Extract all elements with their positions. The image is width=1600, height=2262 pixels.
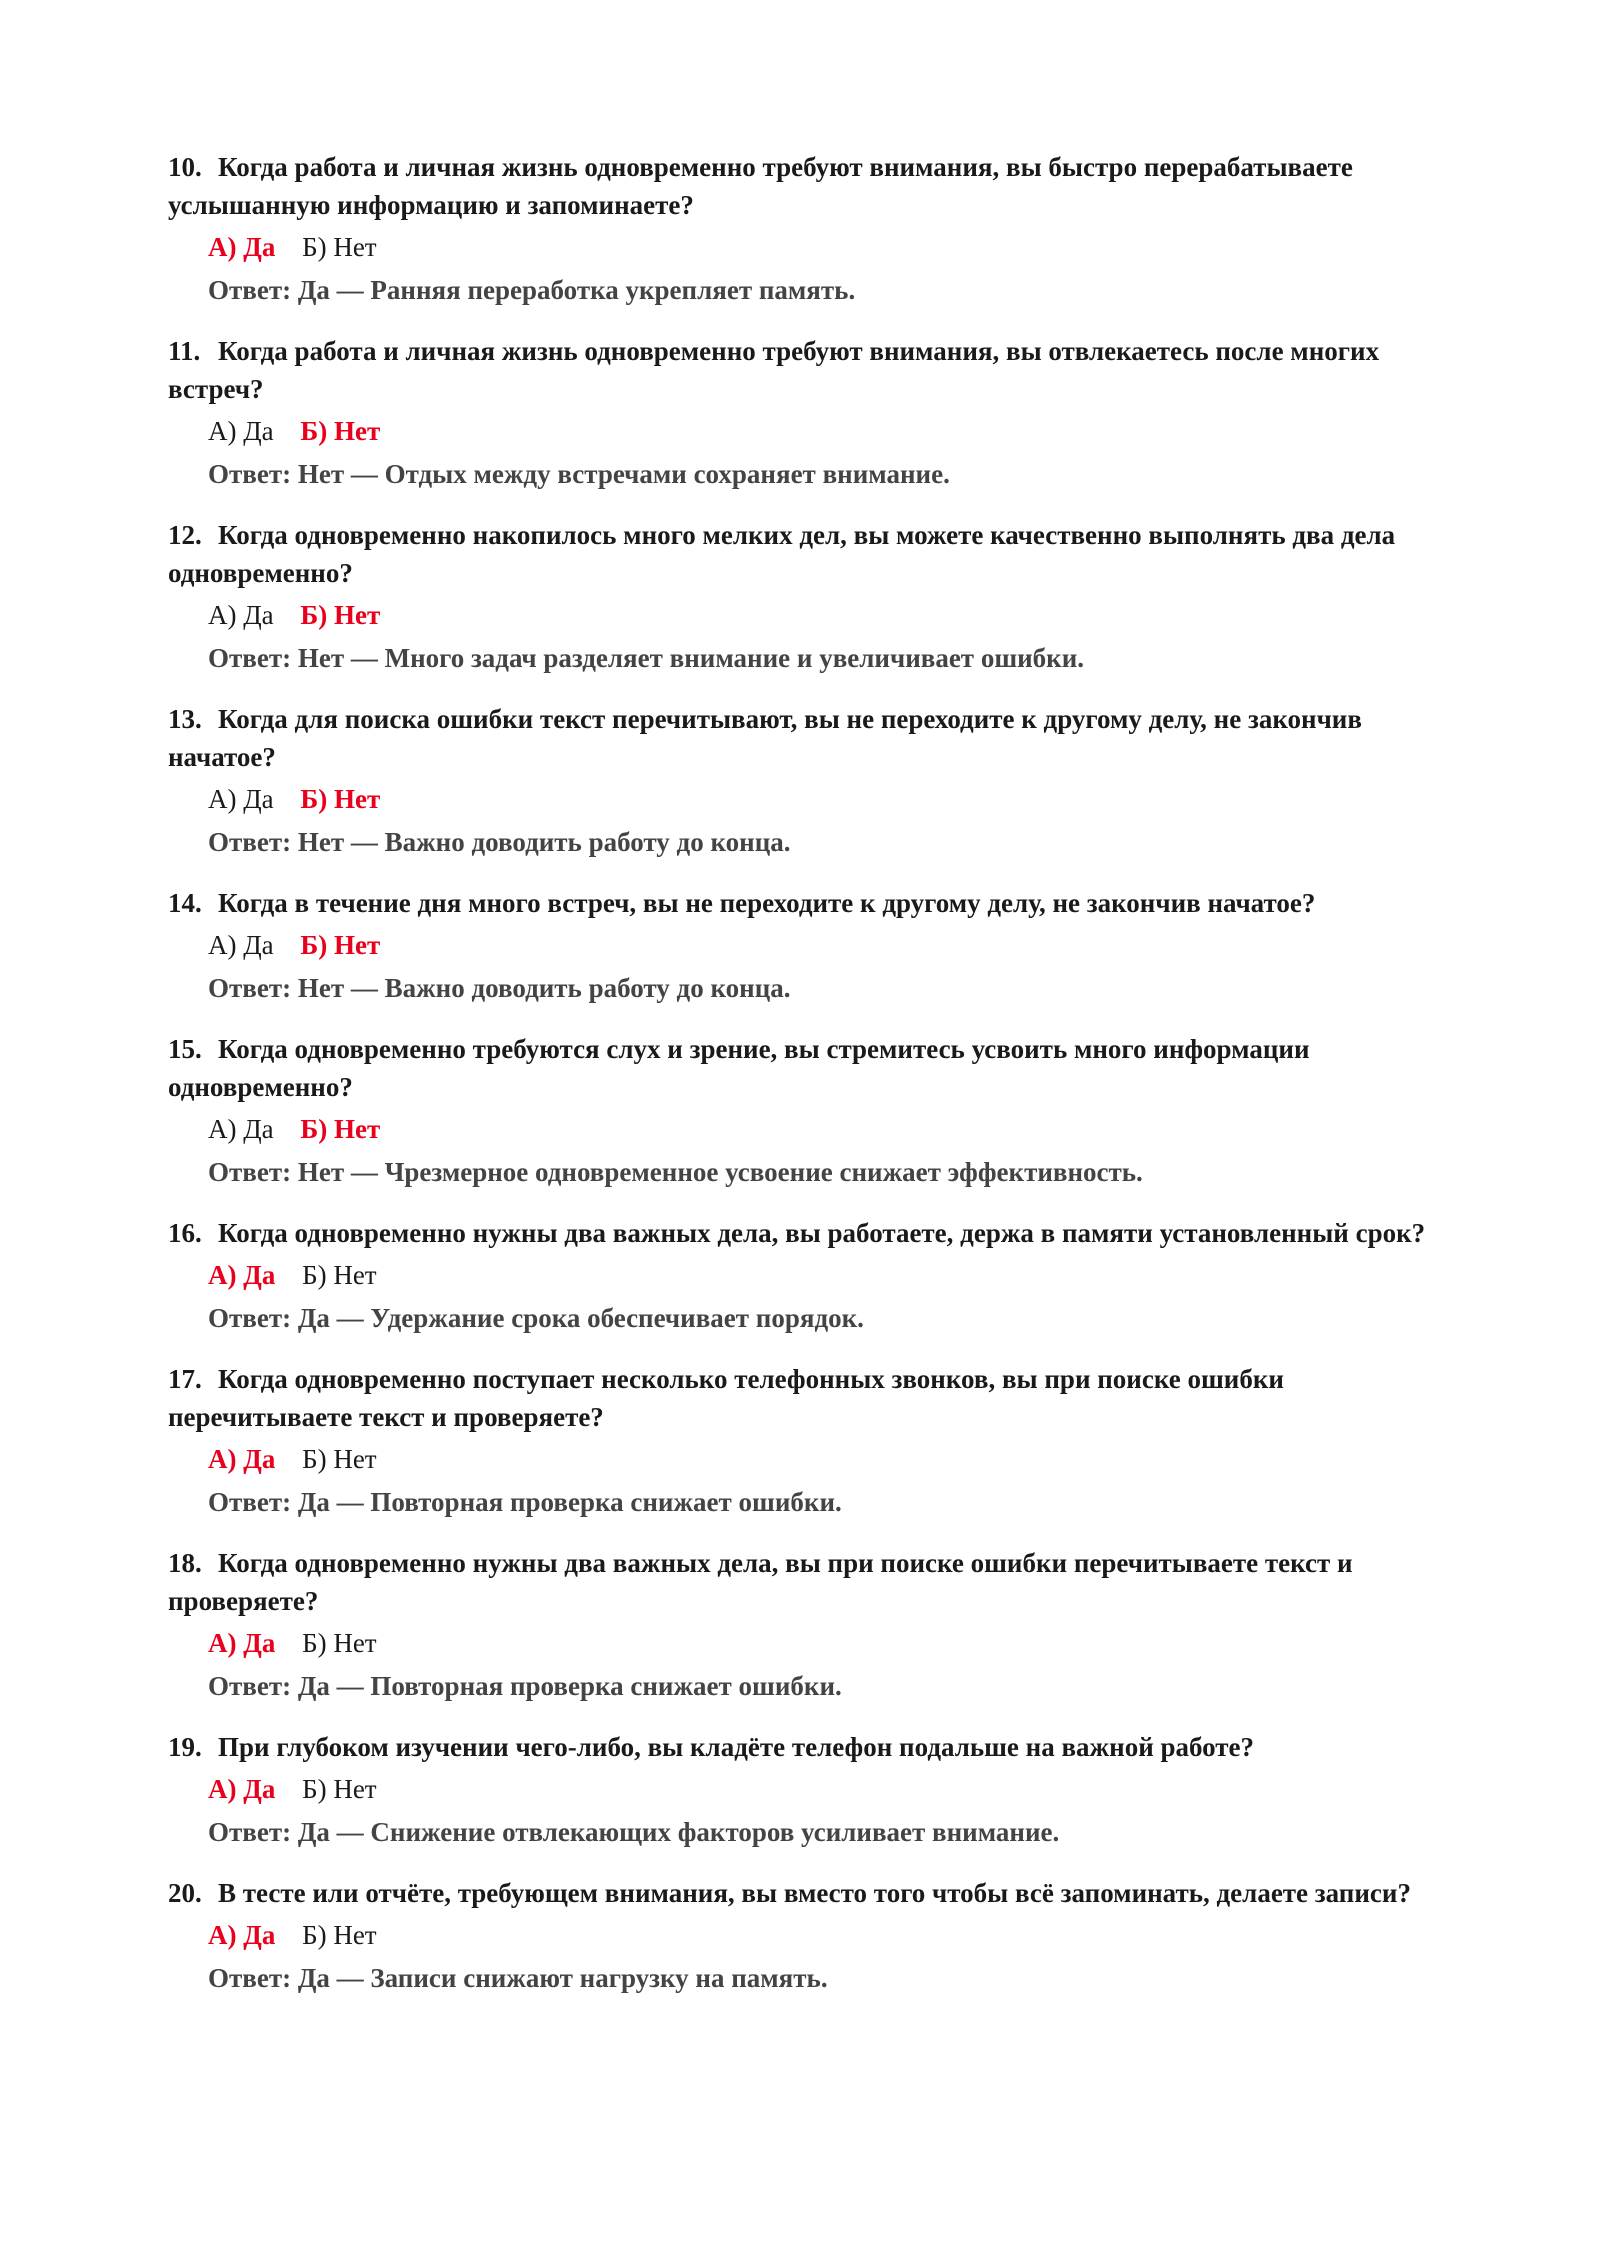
answer-options xyxy=(208,926,1458,964)
option-a: А) Да xyxy=(208,1920,276,1950)
question-text xyxy=(168,1214,1458,1252)
answer-options xyxy=(208,412,1458,450)
answer-explanation: Ответ: Нет — Важно доводить работу до конца. xyxy=(208,827,791,857)
answer-options xyxy=(208,1256,1458,1294)
option-b: Б) Нет xyxy=(302,1774,377,1804)
question-number: 19. xyxy=(168,1732,202,1762)
question-18 xyxy=(168,1544,1458,1705)
answer-options xyxy=(208,596,1458,634)
option-a: А) Да xyxy=(208,930,274,960)
question-number: 15. xyxy=(168,1034,202,1064)
question-body: Когда одновременно нужны два важных дела, вы работаете, держа в памяти установленный срок? xyxy=(218,1218,1426,1248)
question-list xyxy=(168,148,1458,2020)
question-number: 17. xyxy=(168,1364,202,1394)
question-13 xyxy=(168,700,1458,861)
question-19 xyxy=(168,1728,1458,1851)
question-text xyxy=(168,1728,1458,1766)
question-15 xyxy=(168,1030,1458,1191)
question-number: 20. xyxy=(168,1878,202,1908)
question-text xyxy=(168,1030,1458,1106)
question-body: В тесте или отчёте, требующем внимания, вы вместо того чтобы всё запоминать, делаете записи? xyxy=(218,1878,1411,1908)
option-a: А) Да xyxy=(208,232,276,262)
answer-options xyxy=(208,1440,1458,1478)
question-number: 12. xyxy=(168,520,202,550)
question-number: 13. xyxy=(168,704,202,734)
question-14 xyxy=(168,884,1458,1007)
question-body: Когда работа и личная жизнь одновременно требуют внимания, вы быстро перерабатываете услышанную информацию и запоминаете? xyxy=(168,152,1353,220)
answer-options xyxy=(208,1110,1458,1148)
option-b: Б) Нет xyxy=(302,1260,377,1290)
option-a: А) Да xyxy=(208,784,274,814)
answer-options xyxy=(208,1770,1458,1808)
question-16 xyxy=(168,1214,1458,1337)
option-a: А) Да xyxy=(208,600,274,630)
question-20 xyxy=(168,1874,1458,1997)
option-a: А) Да xyxy=(208,1774,276,1804)
question-number: 11. xyxy=(168,336,201,366)
answer-explanation: Ответ: Да — Повторная проверка снижает ошибки. xyxy=(208,1487,842,1517)
question-body: Когда для поиска ошибки текст перечитывают, вы не переходите к другому делу, не закончив начатое? xyxy=(168,704,1362,772)
question-body: Когда работа и личная жизнь одновременно требуют внимания, вы отвлекаетесь после многих встреч? xyxy=(168,336,1380,404)
answer-explanation: Ответ: Нет — Отдых между встречами сохраняет внимание. xyxy=(208,459,950,489)
question-text xyxy=(168,516,1458,592)
question-12 xyxy=(168,516,1458,677)
question-number: 18. xyxy=(168,1548,202,1578)
answer-explanation: Ответ: Да — Записи снижают нагрузку на память. xyxy=(208,1963,828,1993)
question-text xyxy=(168,1360,1458,1436)
option-a: А) Да xyxy=(208,1260,276,1290)
question-number: 14. xyxy=(168,888,202,918)
answer-options xyxy=(208,780,1458,818)
answer-explanation: Ответ: Да — Ранняя переработка укрепляет память. xyxy=(208,275,856,305)
question-17 xyxy=(168,1360,1458,1521)
answer-explanation: Ответ: Нет — Много задач разделяет внимание и увеличивает ошибки. xyxy=(208,643,1085,673)
option-b: Б) Нет xyxy=(300,1114,381,1144)
question-text xyxy=(168,884,1458,922)
option-a: А) Да xyxy=(208,1628,276,1658)
question-number: 16. xyxy=(168,1218,202,1248)
answer-explanation: Ответ: Да — Повторная проверка снижает ошибки. xyxy=(208,1671,842,1701)
question-number: 10. xyxy=(168,152,202,182)
question-10 xyxy=(168,148,1458,309)
option-b: Б) Нет xyxy=(302,1920,377,1950)
option-a: А) Да xyxy=(208,416,274,446)
answer-options xyxy=(208,1916,1458,1954)
answer-explanation: Ответ: Нет — Чрезмерное одновременное усвоение снижает эффективность. xyxy=(208,1157,1143,1187)
answer-explanation: Ответ: Да — Снижение отвлекающих факторов усиливает внимание. xyxy=(208,1817,1060,1847)
question-body: Когда одновременно накопилось много мелких дел, вы можете качественно выполнять два дела одновременно? xyxy=(168,520,1396,588)
question-text xyxy=(168,1874,1458,1912)
option-a: А) Да xyxy=(208,1444,276,1474)
option-b: Б) Нет xyxy=(300,600,381,630)
option-b: Б) Нет xyxy=(300,930,381,960)
question-body: Когда одновременно поступает несколько телефонных звонков, вы при поиске ошибки перечитываете текст и проверяете? xyxy=(168,1364,1284,1432)
option-b: Б) Нет xyxy=(302,1444,377,1474)
option-b: Б) Нет xyxy=(300,416,381,446)
answer-explanation: Ответ: Да — Удержание срока обеспечивает порядок. xyxy=(208,1303,864,1333)
question-body: Когда в течение дня много встреч, вы не переходите к другому делу, не закончив начатое? xyxy=(218,888,1316,918)
question-text xyxy=(168,1544,1458,1620)
question-11 xyxy=(168,332,1458,493)
question-text xyxy=(168,332,1458,408)
question-body: При глубоком изучении чего-либо, вы кладёте телефон подальше на важной работе? xyxy=(218,1732,1255,1762)
answer-options xyxy=(208,228,1458,266)
option-a: А) Да xyxy=(208,1114,274,1144)
question-body: Когда одновременно нужны два важных дела, вы при поиске ошибки перечитываете текст и проверяете? xyxy=(168,1548,1353,1616)
answer-options xyxy=(208,1624,1458,1662)
question-text xyxy=(168,148,1458,224)
question-text xyxy=(168,700,1458,776)
answer-explanation: Ответ: Нет — Важно доводить работу до конца. xyxy=(208,973,791,1003)
option-b: Б) Нет xyxy=(300,784,381,814)
option-b: Б) Нет xyxy=(302,232,377,262)
question-body: Когда одновременно требуются слух и зрение, вы стремитесь усвоить много информации одновременно? xyxy=(168,1034,1310,1102)
option-b: Б) Нет xyxy=(302,1628,377,1658)
